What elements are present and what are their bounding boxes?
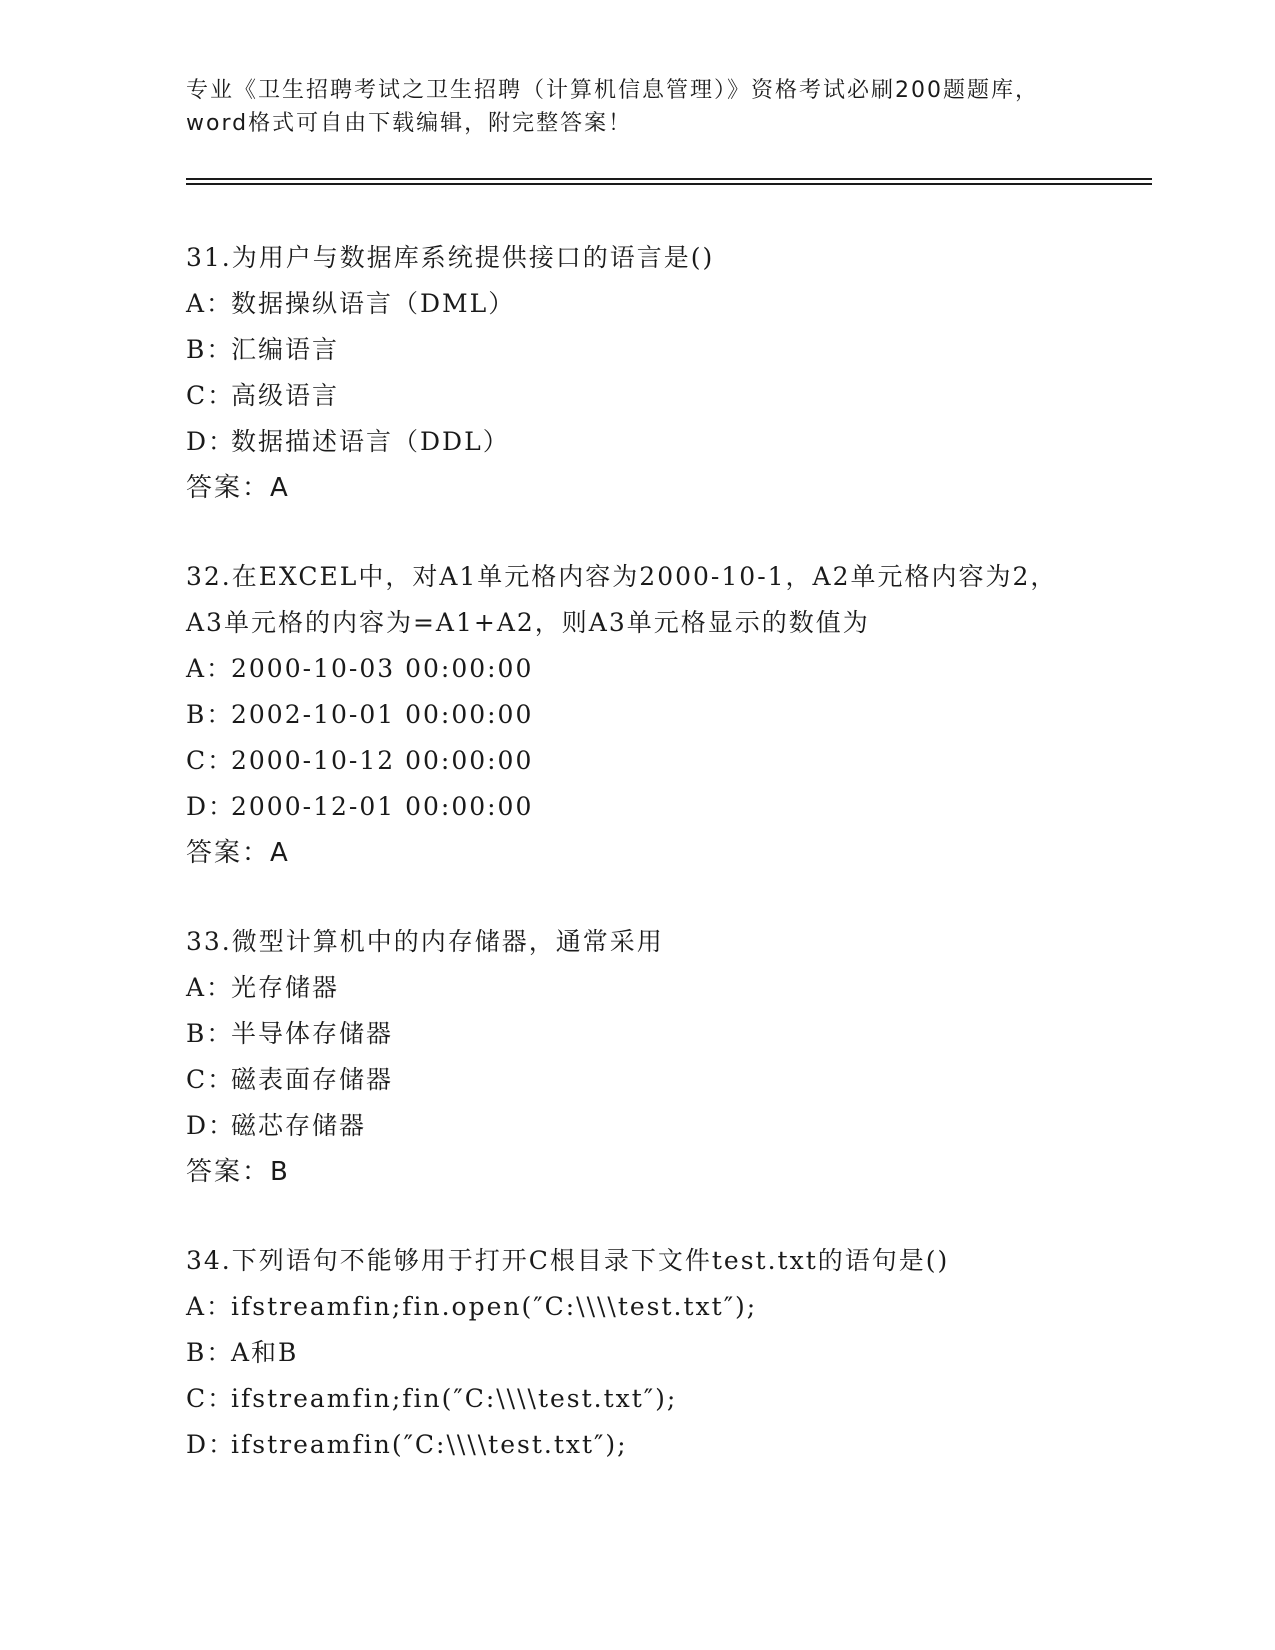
question-list — [186, 235, 1166, 1511]
option-label: C： — [186, 1384, 235, 1413]
option-label: B： — [186, 335, 234, 364]
option-d — [186, 419, 1166, 465]
option-d — [186, 1103, 1166, 1149]
option-text: 高级语言 — [231, 381, 340, 410]
option-text: A和B — [231, 1338, 299, 1367]
question-33 — [186, 919, 1166, 1195]
option-text: ifstreamfin;fin(″C:\\\\test.txt″); — [231, 1384, 678, 1413]
question-stem: 31.为用户与数据库系统提供接口的语言是() — [186, 243, 715, 272]
document-header — [186, 74, 1086, 140]
option-label: A： — [186, 289, 234, 318]
option-label: C： — [186, 1065, 235, 1094]
option-label: A： — [186, 654, 234, 683]
option-text: 汇编语言 — [231, 335, 340, 364]
option-text: 2002-10-01 00:00:00 — [231, 700, 534, 729]
question-stem-continued: A3单元格的内容为=A1+A2，则A3单元格显示的数值为 — [186, 608, 870, 637]
answer: 答案：B — [186, 1157, 290, 1187]
option-label: A： — [186, 1292, 234, 1321]
option-b — [186, 692, 1166, 738]
option-label: D： — [186, 427, 236, 456]
option-label: D： — [186, 792, 236, 821]
question-stem: 34.下列语句不能够用于打开C根目录下文件test.txt的语句是() — [186, 1246, 950, 1275]
option-text: 2000-10-12 00:00:00 — [231, 746, 534, 775]
question-stem: 32.在EXCEL中，对A1单元格内容为2000-10-1，A2单元格内容为2， — [186, 562, 1058, 591]
option-d — [186, 784, 1166, 830]
option-text: 光存储器 — [231, 973, 340, 1002]
option-a — [186, 646, 1166, 692]
option-b — [186, 327, 1166, 373]
header-line-2: word格式可自由下载编辑，附完整答案！ — [186, 111, 633, 136]
option-text: 半导体存储器 — [231, 1019, 394, 1048]
option-text: 磁芯存储器 — [231, 1111, 367, 1140]
option-text: ifstreamfin;fin.open(″C:\\\\test.txt″); — [231, 1292, 758, 1321]
question-32 — [186, 554, 1166, 876]
option-text: 数据描述语言（DDL） — [231, 427, 510, 456]
option-c — [186, 1376, 1166, 1422]
question-31 — [186, 235, 1166, 511]
option-text: ifstreamfin(″C:\\\\test.txt″); — [231, 1430, 628, 1459]
option-a — [186, 965, 1166, 1011]
option-label: D： — [186, 1430, 236, 1459]
option-text: 2000-12-01 00:00:00 — [231, 792, 534, 821]
option-label: B： — [186, 700, 234, 729]
question-34 — [186, 1238, 1166, 1468]
option-text: 2000-10-03 00:00:00 — [231, 654, 534, 683]
header-line-1: 专业《卫生招聘考试之卫生招聘（计算机信息管理）》资格考试必刷200题题库， — [186, 78, 1039, 103]
answer: 答案：A — [186, 473, 290, 503]
answer: 答案：A — [186, 838, 290, 868]
option-text: 磁表面存储器 — [231, 1065, 394, 1094]
option-label: D： — [186, 1111, 236, 1140]
option-a — [186, 1284, 1166, 1330]
question-stem: 33.微型计算机中的内存储器，通常采用 — [186, 927, 664, 956]
option-c — [186, 373, 1166, 419]
option-c — [186, 1057, 1166, 1103]
option-b — [186, 1011, 1166, 1057]
option-label: C： — [186, 746, 235, 775]
option-label: B： — [186, 1338, 234, 1367]
option-c — [186, 738, 1166, 784]
option-label: B： — [186, 1019, 234, 1048]
option-b — [186, 1330, 1166, 1376]
option-text: 数据操纵语言（DML） — [231, 289, 516, 318]
option-label: A： — [186, 973, 234, 1002]
header-divider-top — [186, 178, 1152, 180]
option-label: C： — [186, 381, 235, 410]
header-divider-bottom — [186, 183, 1152, 185]
option-d — [186, 1422, 1166, 1468]
option-a — [186, 281, 1166, 327]
